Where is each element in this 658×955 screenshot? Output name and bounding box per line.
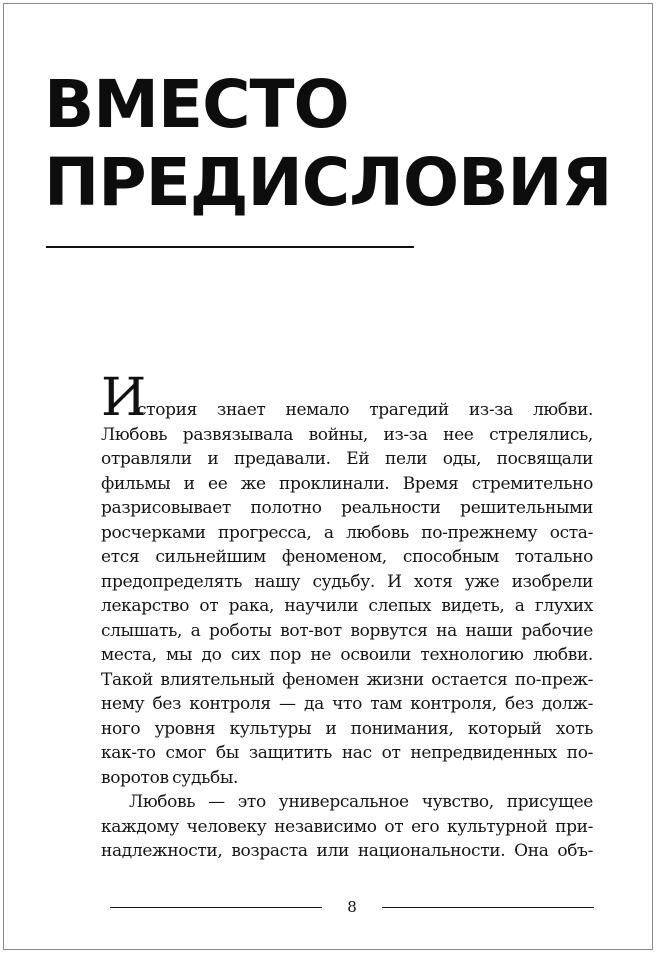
chapter-title-line-1: ВМЕСТО bbox=[44, 66, 349, 143]
paragraph-1 bbox=[101, 368, 593, 790]
text-line: надлежности, возраста или национальности. Она объ- bbox=[101, 841, 593, 861]
body-text bbox=[101, 368, 593, 864]
text-line: каждому человеку независимо от его культурной при- bbox=[101, 816, 593, 837]
text-line: места, мы до сих пор не освоили технологию любви. bbox=[101, 645, 593, 665]
paragraph-1-line-1 bbox=[101, 368, 593, 428]
text-line: Такой влиятельный феномен жизни остается по-преж- bbox=[101, 669, 593, 690]
text-line: ного уровня культуры и понимания, который хоть bbox=[101, 718, 593, 739]
drop-cap: И bbox=[101, 368, 146, 428]
text-line: фильмы и ее же проклинали. Время стремительно bbox=[101, 473, 593, 494]
text-line: разрисовывает полотно реальности решительными bbox=[101, 498, 593, 518]
text-line: ется сильнейшим феноменом, способным тотально bbox=[101, 547, 593, 567]
text-line: Любовь — это универсальное чувство, присущее bbox=[129, 792, 593, 812]
text-line: нему без контроля — да что там контроля, без долж- bbox=[101, 694, 593, 714]
text-line: отравляли и предавали. Ей пели оды, посвящали bbox=[101, 449, 593, 469]
text-line: росчерками прогресса, а любовь по-прежнему оста- bbox=[101, 522, 593, 543]
chapter-title bbox=[44, 66, 624, 222]
paragraph-2 bbox=[101, 790, 593, 864]
text-line: лекарство от рака, научили слепых видеть, а глухих bbox=[101, 596, 593, 616]
chapter-title-line-2: ПРЕДИСЛОВИЯ bbox=[44, 144, 612, 221]
text-line: предопределять нашу судьбу. И хотя уже изобрели bbox=[101, 571, 593, 592]
text-line: как-то смог бы защитить нас от непредвиденных по- bbox=[101, 743, 593, 763]
footer-rule-right bbox=[382, 907, 594, 908]
text-line: Любовь развязывала войны, из-за нее стрелялись, bbox=[101, 424, 593, 445]
footer-rule-left bbox=[110, 907, 322, 908]
text-line: слышать, а роботы вот-вот ворвутся на наши рабочие bbox=[101, 620, 593, 641]
line-text: стория знает немало трагедий из-за любви. bbox=[137, 400, 593, 420]
page-number: 8 bbox=[347, 898, 357, 916]
title-underline bbox=[46, 246, 414, 248]
text-line: воротов судьбы. bbox=[101, 767, 239, 788]
